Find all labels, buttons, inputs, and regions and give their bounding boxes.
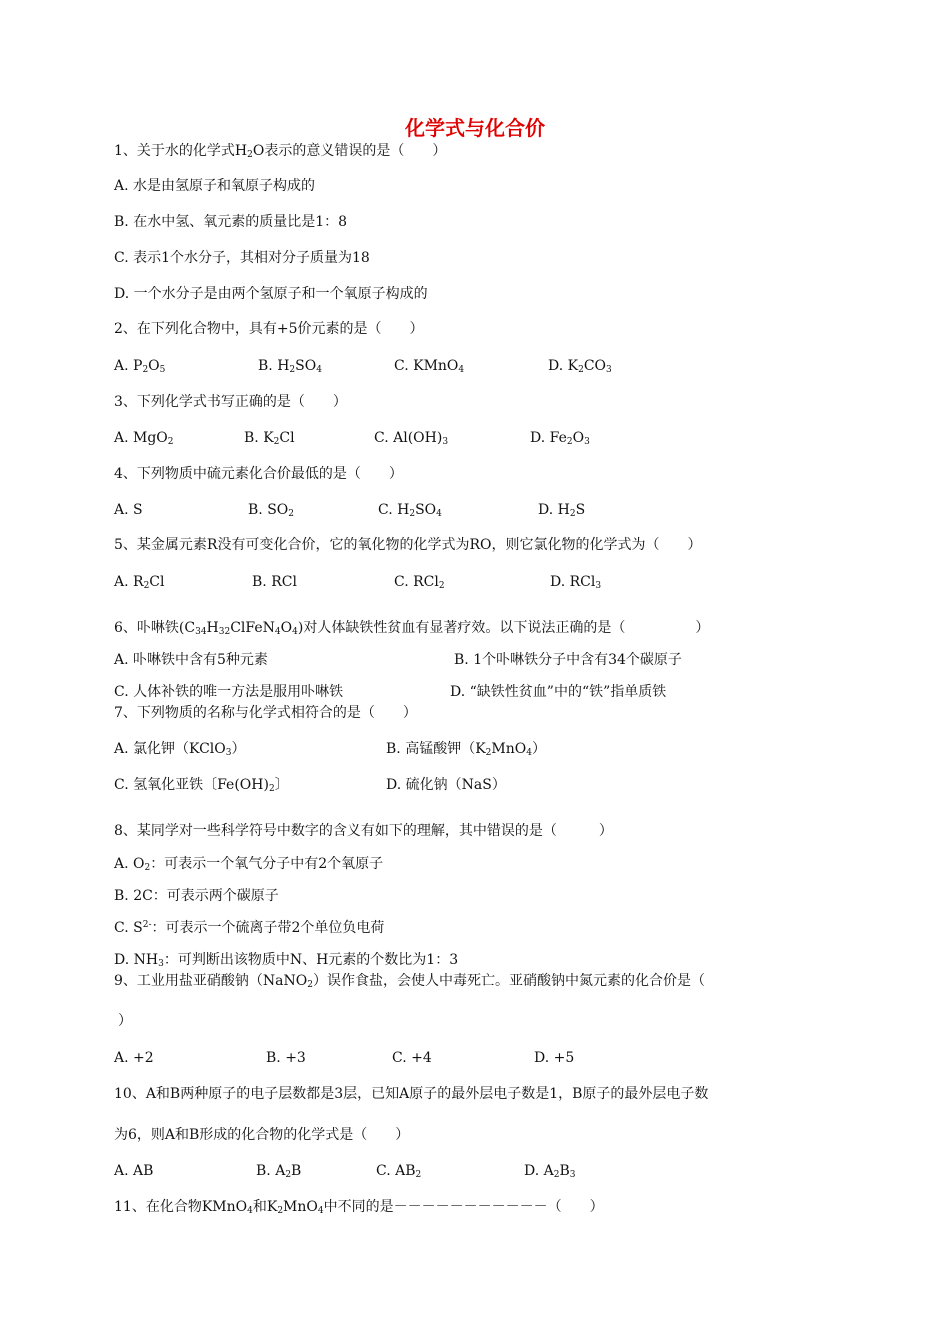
q5-stem: 5、某金属元素R没有可变化合价，它的氧化物的化学式为RO，则它氯化物的化学式为（ ） [114, 537, 702, 553]
q8-option-a: A. $O_2$：可表示一个氧气分子中有2个氧原子 [114, 856, 384, 873]
q4-stem: 4、下列物质中硫元素化合价最低的是（ ） [114, 466, 403, 482]
q7-stem: 7、下列物质的名称与化学式相符合的是（ ） [114, 705, 417, 721]
q6-stem: 6、卟啉铁$(C_{34}H_{32}ClFeN_4O_4)$对人体缺铁性贫血有显著疗效。以下说法正确的是（ ） [114, 620, 710, 637]
q9-option-d: D. +5 [534, 1050, 575, 1066]
q10-stem-line2: 为6，则A和B形成的化合物的化学式是（ ） [114, 1127, 410, 1143]
q9-option-b: B. +3 [266, 1050, 306, 1066]
q2-option-a: A. $P_2O_5$ [114, 358, 166, 375]
q9-option-c: C. +4 [392, 1050, 432, 1066]
q5-option-c: C. RCl$_2$ [394, 574, 445, 591]
q4-option-d: D. $H_2S$ [538, 502, 586, 519]
q3-option-b: B. $K_2Cl$ [244, 430, 295, 447]
q6-option-b: B. 1个卟啉铁分子中含有34个碳原子 [454, 652, 682, 668]
q2-option-b: B. $H_2SO_4$ [258, 358, 322, 375]
q2-option-d: D. $K_2CO_3$ [548, 358, 612, 375]
q6-option-d: D. “缺铁性贫血”中的“铁”指单质铁 [450, 684, 667, 700]
q1-option-b: B. 在水中氢、氧元素的质量比是1：8 [114, 214, 348, 230]
q9-option-a: A. +2 [114, 1050, 154, 1066]
q8-stem: 8、某同学对一些科学符号中数字的含义有如下的理解，其中错误的是（ ） [114, 823, 613, 839]
q1-option-d: D. 一个水分子是由两个氢原子和一个氧原子构成的 [114, 286, 428, 302]
q1-option-c: C. 表示1个水分子，其相对分子质量为18 [114, 250, 370, 266]
q1-stem: 1、关于水的化学式$H_2O$表示的意义错误的是（ ） [114, 143, 447, 160]
q7-option-b: B. 高锰酸钾$(K_2MnO_4)$ [386, 741, 546, 758]
q5-option-d: D. RCl$_3$ [550, 574, 602, 591]
q8-option-b: B. 2C：可表示两个碳原子 [114, 888, 279, 904]
q10-option-d: D. $A_2B_3$ [524, 1163, 576, 1180]
q10-stem-line1: 10、A和B两种原子的电子层数都是3层，已知A原子的最外层电子数是1，B原子的最外层电子数 [114, 1086, 709, 1102]
q6-option-c: C. 人体补铁的唯一方法是服用卟啉铁 [114, 684, 344, 700]
q10-option-b: B. $A_2B$ [256, 1163, 302, 1180]
q9-stem-continued: ） [118, 1013, 132, 1029]
q5-option-b: B. RCl [252, 574, 297, 590]
q6-option-a: A. 卟啉铁中含有5种元素 [114, 652, 268, 668]
q9-stem: 9、工业用盐亚硝酸钠（NaNO$_2$）误作食盐，会使人中毒死亡。亚硝酸钠中氮元素的化合价是（ [114, 973, 705, 990]
q3-option-a: A. MgO$_2$ [114, 430, 174, 447]
q8-option-c: C. $S^{2-}$：可表示一个硫离子带2个单位负电荷 [114, 920, 385, 936]
q2-stem: 2、在下列化合物中，具有+5价元素的是（ ） [114, 321, 424, 337]
q7-option-a: A. 氯化钾（KClO$_3$） [114, 741, 246, 758]
q5-option-a: A. $R_2Cl$ [114, 574, 165, 591]
q3-option-c: C. $Al(OH)_3$ [374, 430, 449, 447]
q4-option-c: C. $H_2SO_4$ [378, 502, 442, 519]
q10-option-c: C. $AB_2$ [376, 1163, 422, 1180]
q3-option-d: D. $Fe_2O_3$ [530, 430, 590, 447]
q2-option-c: C. KMnO$_4$ [394, 358, 465, 375]
q3-stem: 3、下列化学式书写正确的是（ ） [114, 394, 347, 410]
q1-option-a: A. 水是由氢原子和氧原子构成的 [114, 178, 316, 194]
q11-stem: 11、在化合物KMnO$_4$和$K_2MnO_4$中不同的是－－－－－－－－－－－（ ） [114, 1199, 604, 1216]
q4-option-a: A. S [114, 502, 143, 518]
q10-option-a: A. AB [114, 1163, 154, 1179]
q7-option-c: C. 氢氧化亚铁〔$Fe(OH)_2$〕 [114, 777, 289, 794]
page-title: 化学式与化合价 [405, 116, 545, 140]
q8-option-d: D. $NH_3$：可判断出该物质中N、H元素的个数比为1：3 [114, 952, 459, 969]
q4-option-b: B. $SO_2$ [248, 502, 294, 519]
q7-option-d: D. 硫化钠（NaS） [386, 777, 506, 793]
